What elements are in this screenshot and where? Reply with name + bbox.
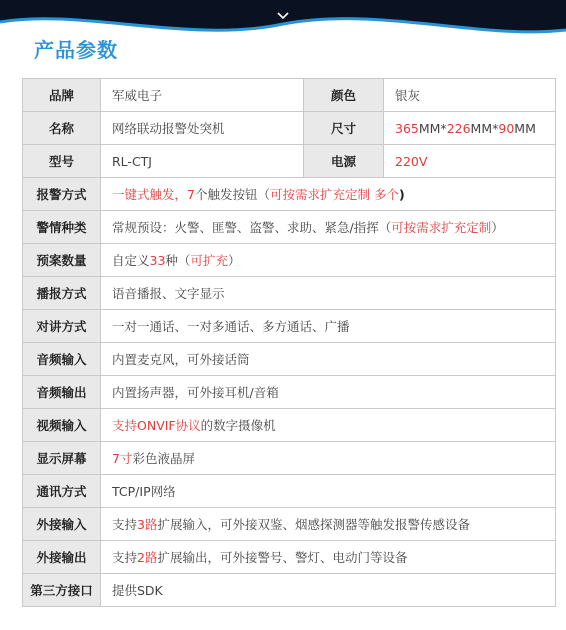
value-segment: TCP/IP网络 (112, 484, 176, 499)
spec-value (101, 376, 556, 409)
spec-label: 第三方接口 (23, 574, 101, 607)
value-segment: 彩色液晶屏 (132, 451, 195, 466)
value-segment: 自定义 (112, 253, 150, 268)
chevron-down-icon[interactable] (277, 12, 289, 20)
value-segment: 可扩充 (190, 253, 228, 268)
spec-label: 报警方式 (23, 178, 101, 211)
table-row (23, 409, 556, 442)
value-segment: 3路 (137, 517, 158, 532)
spec-label: 警情种类 (23, 211, 101, 244)
value-segment: 多个 (370, 187, 399, 202)
value-segment: 常规预设：火警、匪警、盗警、求助、紧急/指挥（ (112, 220, 392, 235)
spec-value (101, 310, 556, 343)
table-row (23, 145, 556, 178)
value-segment: 支持 (112, 550, 138, 565)
value-segment: MM (514, 120, 536, 136)
value-segment: 内置扬声器，可外接耳机/音箱 (112, 385, 279, 400)
spec-value (101, 409, 556, 442)
value-segment: 365 (395, 120, 419, 136)
value-segment: 一键式触发， (112, 187, 188, 202)
value-segment: 90 (498, 120, 515, 136)
value-segment: MM* (418, 120, 447, 136)
spec-value (101, 79, 304, 112)
value-segment: ) (398, 187, 405, 202)
spec-value (101, 541, 556, 574)
value-segment: 226 (446, 120, 471, 136)
value-segment: 个触发按钮（ (194, 187, 270, 202)
spec-value (101, 211, 556, 244)
spec-label: 外接输入 (23, 508, 101, 541)
value-segment: 扩展输出，可外接警号、警灯、电动门等设备 (157, 550, 408, 565)
spec-label: 尺寸 (304, 112, 384, 145)
value-segment: 7 (187, 187, 195, 202)
value-segment: 网络联动报警处突机 (112, 121, 225, 136)
table-row (23, 574, 556, 607)
value-segment: 支持ONVIF协议 (112, 418, 201, 433)
spec-label: 电源 (304, 145, 384, 178)
value-segment: 220V (395, 153, 428, 169)
spec-value (384, 112, 556, 145)
spec-label: 播报方式 (23, 277, 101, 310)
spec-label: 型号 (23, 145, 101, 178)
spec-value (101, 112, 304, 145)
value-segment: ） (227, 253, 241, 268)
spec-table (22, 78, 556, 607)
spec-label: 名称 (23, 112, 101, 145)
table-row (23, 343, 556, 376)
table-row (23, 442, 556, 475)
spec-label: 显示屏幕 (23, 442, 101, 475)
spec-label: 预案数量 (23, 244, 101, 277)
value-segment: 种（ (165, 253, 191, 268)
spec-label: 音频输出 (23, 376, 101, 409)
spec-value (101, 145, 304, 178)
spec-value (101, 178, 556, 211)
value-segment: 语音播报、文字显示 (112, 286, 225, 301)
table-row (23, 178, 556, 211)
spec-value (384, 145, 556, 178)
value-segment: ） (491, 220, 504, 235)
table-row (23, 79, 556, 112)
table-row (23, 112, 556, 145)
section-title: 产品参数 (34, 38, 118, 62)
spec-value (101, 442, 556, 475)
table-row (23, 541, 556, 574)
spec-label: 通讯方式 (23, 475, 101, 508)
value-segment: 7寸 (112, 451, 133, 466)
value-segment: 内置麦克风，可外接话筒 (112, 352, 250, 367)
spec-value (101, 475, 556, 508)
spec-value (384, 79, 556, 112)
spec-label: 品牌 (23, 79, 101, 112)
value-segment: 33 (149, 253, 166, 268)
spec-value (101, 574, 556, 607)
value-segment: 提供SDK (112, 583, 163, 598)
spec-label: 颜色 (304, 79, 384, 112)
spec-label: 对讲方式 (23, 310, 101, 343)
spec-value (101, 244, 556, 277)
value-segment: 支持 (112, 517, 138, 532)
spec-label: 视频输入 (23, 409, 101, 442)
table-row (23, 211, 556, 244)
table-row (23, 277, 556, 310)
value-segment: RL-CTJ (112, 153, 152, 169)
value-segment: 的数字摄像机 (200, 418, 276, 433)
spec-label: 外接输出 (23, 541, 101, 574)
table-row (23, 244, 556, 277)
table-row (23, 376, 556, 409)
value-segment: 可按需求扩充定制 (269, 187, 370, 202)
value-segment: 银灰 (395, 88, 421, 103)
value-segment: MM* (470, 120, 499, 136)
spec-value (101, 277, 556, 310)
spec-value (101, 343, 556, 376)
value-segment: 2路 (137, 550, 158, 565)
spec-value (101, 508, 556, 541)
spec-label: 音频输入 (23, 343, 101, 376)
value-segment: 扩展输入，可外接双鉴、烟感探测器等触发报警传感设备 (157, 517, 470, 532)
table-row (23, 310, 556, 343)
table-row (23, 508, 556, 541)
value-segment: 可按需求扩充定制 (391, 220, 492, 235)
table-row (23, 475, 556, 508)
value-segment: 一对一通话、一对多通话、多方通话、广播 (112, 319, 350, 334)
value-segment: 军威电子 (112, 88, 163, 103)
